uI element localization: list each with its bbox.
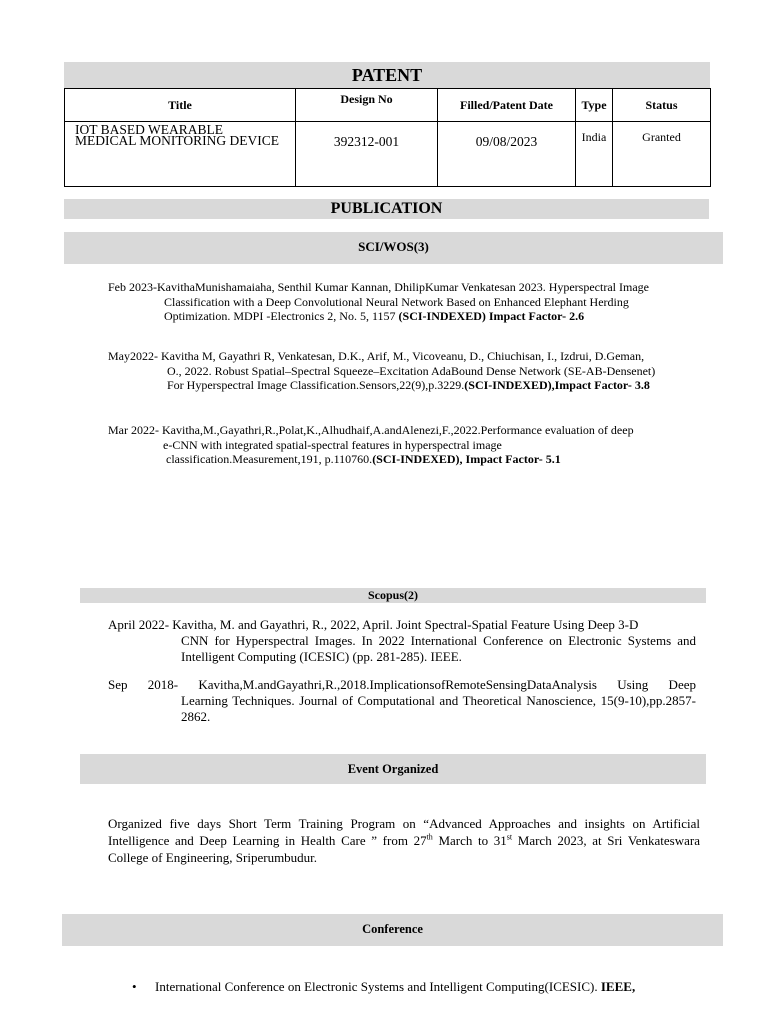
patent-title-cell bbox=[65, 122, 296, 187]
scopus-ref-1-cont: CNN for Hyperspectral Images. In 2022 International Conference on Electronic Systems and Intelligent Computing (ICESIC) (pp. 281-285). IEEE. bbox=[181, 633, 696, 664]
patent-table-header bbox=[65, 89, 711, 122]
sci-ref-1 bbox=[108, 280, 708, 324]
sci-ref-2 bbox=[108, 349, 708, 393]
sci-ref-2-index: (SCI-INDEXED),Impact Factor- 3.8 bbox=[464, 378, 650, 392]
col-date: Filled/Patent Date bbox=[438, 89, 576, 122]
patent-design-no: 392312-001 bbox=[296, 122, 438, 187]
sci-ref-3-line2: e-CNN with integrated spatial-spectral features in hyperspectral image bbox=[163, 437, 502, 452]
sci-ref-3-line1: Mar 2022- Kavitha,M.,Gayathri,R.,Polat,K.,Alhudhaif,A.andAlenezi,F.,2022.Performance evaluation of deep bbox=[108, 423, 634, 437]
col-status: Status bbox=[613, 89, 711, 122]
patent-date: 09/08/2023 bbox=[438, 122, 576, 187]
patent-table-row bbox=[65, 122, 711, 187]
sci-ref-2-line2: O., 2022. Robust Spatial–Spectral Squeeze–Excitation AdaBound Dense Network (SE-AB-Densenet) bbox=[167, 363, 656, 378]
sciwos-heading: SCI/WOS(3) bbox=[64, 232, 723, 264]
col-type: Type bbox=[576, 89, 613, 122]
publication-heading: PUBLICATION bbox=[64, 199, 709, 219]
patent-table bbox=[64, 88, 711, 187]
col-title: Title bbox=[65, 89, 296, 122]
sci-ref-2-line3: For Hyperspectral Image Classification.Sensors,22(9),p.3229.(SCI-INDEXED),Impact Factor- 3.8 bbox=[167, 378, 650, 392]
col-design-no: Design No bbox=[296, 89, 438, 122]
patent-status: Granted bbox=[613, 122, 711, 187]
event-heading: Event Organized bbox=[80, 754, 706, 784]
scopus-ref-2-lead: Sep 2018- Kavitha,M.andGayathri,R.,2018.ImplicationsofRemoteSensingDataAnalysis Using Deep bbox=[108, 677, 696, 692]
sci-ref-3-index: (SCI-INDEXED), Impact Factor- 5.1 bbox=[372, 452, 561, 466]
patent-heading: PATENT bbox=[64, 62, 710, 88]
sci-ref-1-line3: Optimization. MDPI -Electronics 2, No. 5, 1157 (SCI-INDEXED) Impact Factor- 2.6 bbox=[164, 309, 585, 323]
scopus-heading: Scopus(2) bbox=[80, 588, 706, 603]
sci-ref-3 bbox=[108, 423, 708, 467]
sci-ref-2-line1: May2022- Kavitha M, Gayathri R, Venkatesan, D.K., Arif, M., Vicoveanu, D., Chiuchisan, I., Izdrui, D.Geman, bbox=[108, 349, 645, 363]
patent-type: India bbox=[576, 122, 613, 187]
patent-title-line2: MEDICAL MONITORING DEVICE bbox=[75, 133, 279, 148]
event-description: Organized five days Short Term Training Program on “Advanced Approaches and insights on Artificial Intelligence and Deep Learning in Health Care ” from 27th March to 31st March 2023, at Sri Venkateswara College of Engineering, Sriperumbudur. bbox=[108, 816, 701, 865]
conference-heading: Conference bbox=[62, 914, 723, 946]
conference-item-text: International Conference on Electronic Systems and Intelligent Computing(ICESIC). IEEE, bbox=[155, 979, 636, 994]
sci-ref-1-line2: Classification with a Deep Convolutional Neural Network Based on Enhanced Elephant Herding bbox=[164, 294, 629, 309]
sci-ref-3-line3: classification.Measurement,191, p.110760.(SCI-INDEXED), Impact Factor- 5.1 bbox=[166, 452, 561, 466]
scopus-ref-2-cont: Learning Techniques. Journal of Computational and Theoretical Nanoscience, 15(9-10),pp.2857-2862. bbox=[181, 693, 696, 724]
bullet-icon: • bbox=[132, 979, 137, 994]
sci-ref-1-line1: Feb 2023-KavithaMunishamaiaha, Senthil Kumar Kannan, DhilipKumar Venkatesan 2023. Hyperspectral Image bbox=[108, 280, 649, 294]
scopus-ref-2 bbox=[108, 677, 696, 725]
patent-title-line1: IOT BASED WEARABLE bbox=[75, 122, 223, 137]
scopus-ref-1 bbox=[108, 617, 696, 665]
scopus-ref-1-lead: April 2022- Kavitha, M. and Gayathri, R., 2022, April. Joint Spectral-Spatial Feature Using Deep 3-D bbox=[108, 617, 639, 632]
sci-ref-1-index: (SCI-INDEXED) Impact Factor- 2.6 bbox=[398, 309, 585, 323]
